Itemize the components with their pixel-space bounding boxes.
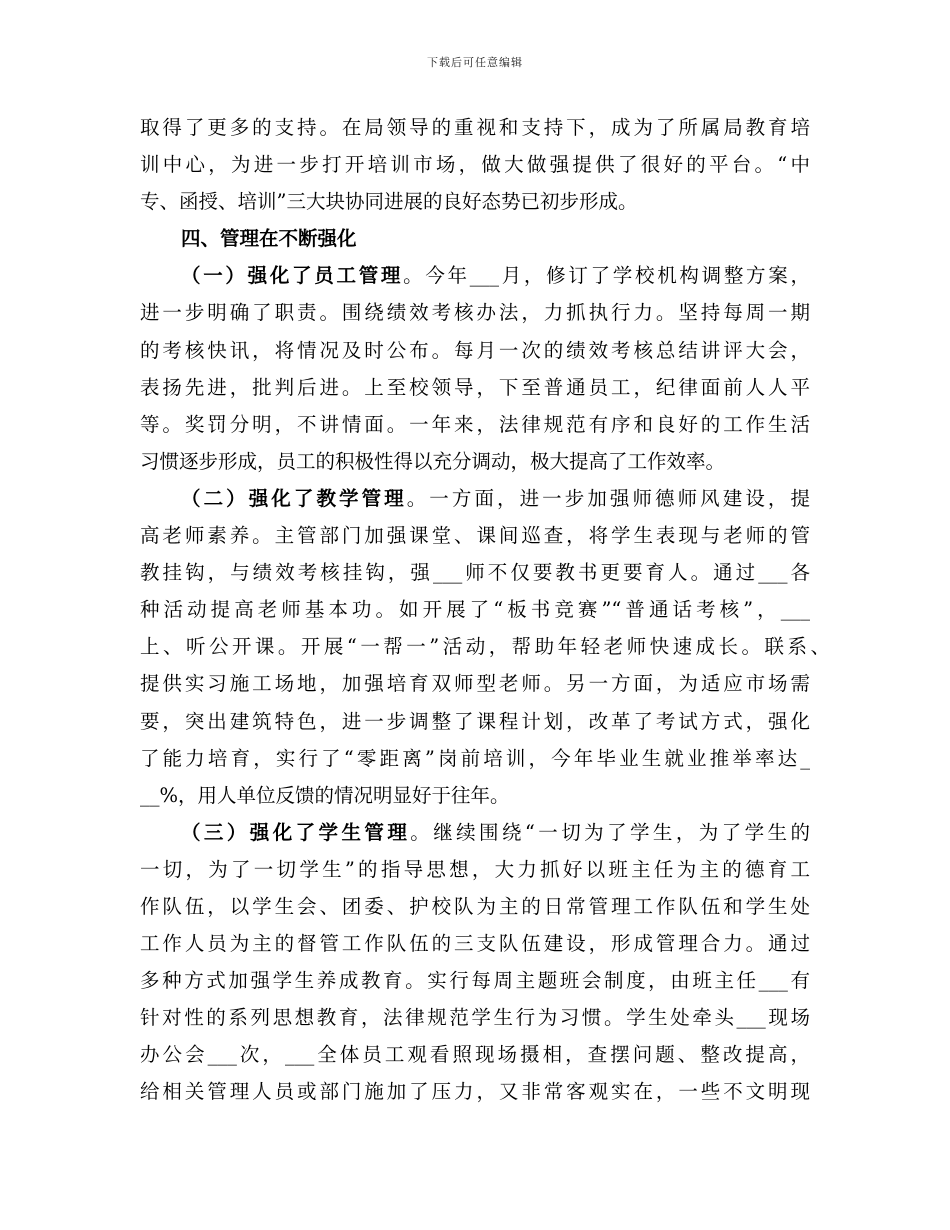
text-line: 给相关管理人员或部门施加了压力，又非常客观实在，一些不文明现 xyxy=(140,1080,810,1104)
text-line: 表扬先进，批判后进。上至校领导，下至普通员工，纪律面前人人平 xyxy=(140,375,810,399)
text-run: 。继续围绕“一切为了学生，为了学生的 xyxy=(410,820,810,844)
text-line: 的考核快讯，将情况及时公布。每月一次的绩效考核总结讲评大会， xyxy=(140,338,810,362)
text-line: 提供实习施工场地，加强培育双师型老师。另一方面，为适应市场需 xyxy=(140,672,810,696)
text-line: 一切，为了一切学生”的指导思想，大力抓好以班主任为主的德育工 xyxy=(140,857,810,881)
text-line: 训中心，为进一步打开培训市场，做大做强提供了很好的平台。“中 xyxy=(140,153,810,177)
text-line: 等。奖罚分明，不讲情面。一年来，法律规范有序和良好的工作生活 xyxy=(140,412,810,436)
text-line: 上、听公开课。开展“一帮一”活动，帮助年轻老师快速成长。联系、 xyxy=(140,635,830,659)
page-header: 下载后可任意编辑 xyxy=(427,56,523,69)
subheading-student-management: （三）强化了学生管理 xyxy=(181,820,411,844)
text-line xyxy=(140,480,810,517)
paragraph-staff-management xyxy=(140,257,810,480)
subheading-staff-management: （一）强化了员工管理 xyxy=(181,264,404,288)
section-heading: 四、管理在不断强化 xyxy=(181,227,357,251)
text-line: 种活动提高老师基本功。如开展了“板书竞赛”“普通话考核”，___ xyxy=(140,598,810,622)
text-line: 专、函授、培训”三大块协同进展的良好态势已初步形成。 xyxy=(140,190,638,214)
text-line: 教挂钩，与绩效考核挂钩，强___师不仅要教书更要育人。通过___各 xyxy=(140,561,810,585)
paragraph-continuation xyxy=(140,109,810,220)
text-line: 要，突出建筑特色，进一步调整了课程计划，改革了考试方式，强化 xyxy=(140,709,810,733)
text-line xyxy=(140,814,810,851)
text-line: 了能力培育，实行了“零距离”岗前培训，今年毕业生就业推举率达_ xyxy=(140,746,810,770)
document-body xyxy=(140,109,830,1111)
text-line: 工作人员为主的督管工作队伍的三支队伍建设，形成管理合力。通过 xyxy=(140,932,810,956)
text-line: 高老师素养。主管部门加强课堂、课间巡查，将学生表现与老师的管 xyxy=(140,524,810,548)
text-line: 进一步明确了职责。围绕绩效考核办法，力抓执行力。坚持每周一期 xyxy=(140,301,810,325)
text-line: 取得了更多的支持。在局领导的重视和支持下，成为了所属局教育培 xyxy=(140,116,810,139)
text-run: 。今年___月，修订了学校机构调整方案， xyxy=(403,264,810,288)
text-line: 办公会___次，___全体员工观看照现场摄相，查摆问题、整改提高， xyxy=(140,1043,810,1067)
text-run: 。一方面，进一步加强师德师风建设，提 xyxy=(406,486,810,510)
paragraph-student-management xyxy=(140,814,810,1111)
subheading-teaching-management: （二）强化了教学管理 xyxy=(181,486,407,510)
text-line: 针对性的系列思想教育，法律规范学生行为习惯。学生处牵头___现场 xyxy=(140,1006,810,1030)
paragraph-teaching-management xyxy=(140,480,830,814)
text-line: __%，用人单位反馈的情况明显好于往年。 xyxy=(140,783,510,807)
text-line xyxy=(140,257,810,294)
text-line: 作队伍，以学生会、团委、护校队为主的日常管理工作队伍和学生处 xyxy=(140,894,810,918)
text-line: 多种方式加强学生养成教育。实行每周主题班会制度，由班主任___有 xyxy=(140,969,810,993)
text-line: 习惯逐步形成，员工的积极性得以充分调动，极大提高了工作效率。 xyxy=(140,449,726,473)
